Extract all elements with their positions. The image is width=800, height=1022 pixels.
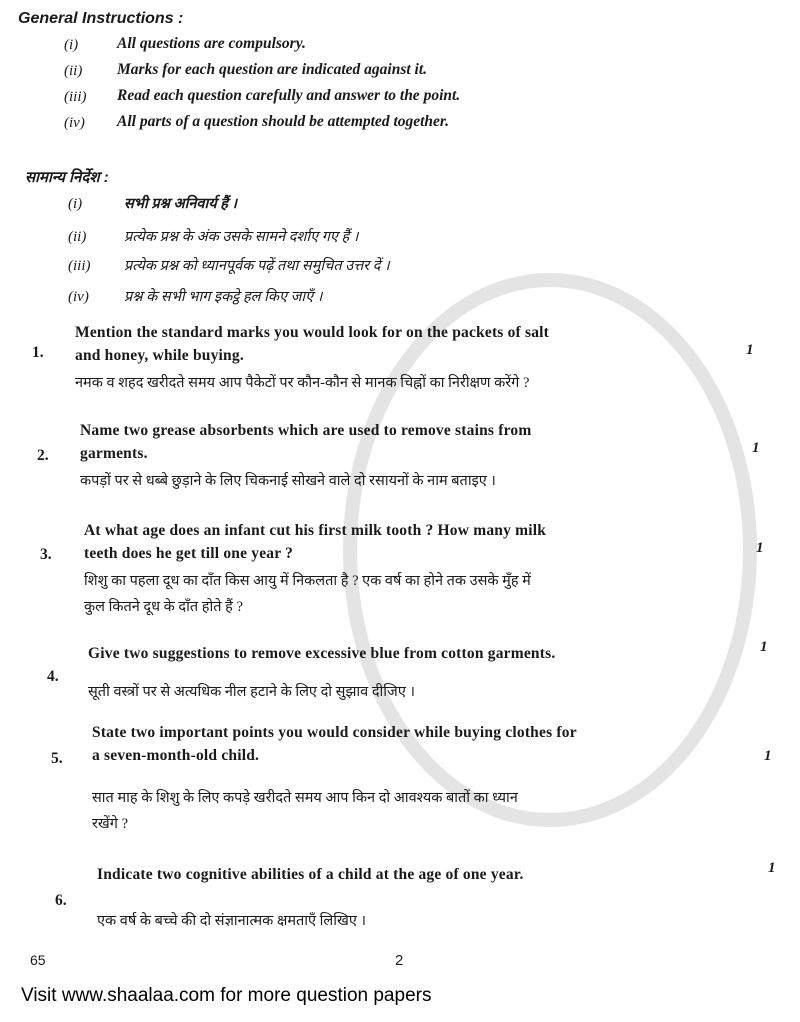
instruction-text: All parts of a question should be attempted together. bbox=[117, 113, 449, 130]
instruction-text: Marks for each question are indicated against it. bbox=[117, 61, 428, 78]
question-text-english: a seven-month-old child. bbox=[92, 747, 260, 764]
question-number: 5. bbox=[51, 750, 63, 767]
general-instructions-heading: General Instructions : bbox=[18, 10, 184, 27]
question-text-english: and honey, while buying. bbox=[75, 347, 244, 364]
question-marks: 1 bbox=[768, 860, 776, 876]
question-marks: 1 bbox=[764, 748, 772, 764]
question-marks: 1 bbox=[746, 342, 754, 358]
question-text-english: Mention the standard marks you would look for on the packets of salt bbox=[75, 324, 550, 341]
hindi-instruction-text: प्रश्न के सभी भाग इकट्ठे हल किए जाएँ । bbox=[124, 289, 323, 305]
question-marks: 1 bbox=[760, 639, 768, 655]
question-number: 2. bbox=[37, 447, 49, 464]
instruction-number: (ii) bbox=[64, 63, 83, 79]
hindi-instruction-number: (iv) bbox=[68, 289, 89, 305]
hindi-instruction-text: सभी प्रश्न अनिवार्य हैं । bbox=[124, 196, 238, 212]
question-text-english: teeth does he get till one year ? bbox=[84, 545, 294, 562]
instruction-number: (iii) bbox=[64, 89, 87, 105]
instruction-number: (i) bbox=[64, 37, 79, 53]
instruction-number: (iv) bbox=[64, 115, 85, 131]
question-text-hindi: सूती वस्त्रों पर से अत्यधिक नील हटाने के लिए दो सुझाव दीजिए । bbox=[88, 684, 415, 700]
question-text-hindi: शिशु का पहला दूध का दाँत किस आयु में निकलता है ? एक वर्ष का होने तक उसके मुँह में bbox=[84, 573, 531, 589]
question-text-english: State two important points you would consider while buying clothes for bbox=[92, 724, 577, 741]
question-text-english: Give two suggestions to remove excessive blue from cotton garments. bbox=[88, 645, 556, 662]
hindi-instruction-number: (iii) bbox=[68, 258, 91, 274]
footer-link[interactable]: Visit www.shaalaa.com for more question papers bbox=[21, 985, 432, 1006]
question-number: 3. bbox=[40, 546, 52, 563]
question-marks: 1 bbox=[756, 540, 764, 556]
page-number: 2 bbox=[395, 952, 404, 969]
question-number: 1. bbox=[32, 344, 44, 361]
instruction-text: All questions are compulsory. bbox=[117, 35, 306, 52]
hindi-instruction-text: प्रत्येक प्रश्न को ध्यानपूर्वक पढ़ें तथा समुचित उत्तर दें । bbox=[124, 258, 390, 274]
instruction-text: Read each question carefully and answer to the point. bbox=[117, 87, 461, 104]
hindi-instruction-number: (i) bbox=[68, 196, 83, 212]
question-text-hindi: कुल कितने दूध के दाँत होते हैं ? bbox=[84, 599, 243, 615]
question-number: 4. bbox=[47, 668, 59, 685]
page-code: 65 bbox=[30, 952, 46, 968]
question-text-hindi: रखेंगे ? bbox=[92, 816, 129, 832]
question-number: 6. bbox=[55, 892, 67, 909]
hindi-instruction-text: प्रत्येक प्रश्न के अंक उसके सामने दर्शाए गए हैं । bbox=[124, 229, 359, 245]
question-text-hindi: नमक व शहद खरीदते समय आप पैकेटों पर कौन-कौन से मानक चिह्नों का निरीक्षण करेंगे ? bbox=[75, 375, 530, 391]
question-text-english: At what age does an infant cut his first milk tooth ? How many milk bbox=[84, 522, 547, 539]
question-marks: 1 bbox=[752, 440, 760, 456]
question-text-english: garments. bbox=[80, 445, 148, 462]
question-text-english: Indicate two cognitive abilities of a child at the age of one year. bbox=[97, 866, 524, 883]
question-text-hindi: सात माह के शिशु के लिए कपड़े खरीदते समय आप किन दो आवश्यक बातों का ध्यान bbox=[92, 790, 518, 806]
question-text-hindi: एक वर्ष के बच्चे की दो संज्ञानात्मक क्षमताएँ लिखिए । bbox=[97, 913, 367, 929]
question-text-hindi: कपड़ों पर से धब्बे छुड़ाने के लिए चिकनाई सोखने वाले दो रसायनों के नाम बताइए । bbox=[80, 473, 496, 489]
hindi-instruction-number: (ii) bbox=[68, 229, 87, 245]
hindi-instructions-heading: सामान्य निर्देश : bbox=[25, 169, 109, 186]
question-text-english: Name two grease absorbents which are used to remove stains from bbox=[80, 422, 532, 439]
